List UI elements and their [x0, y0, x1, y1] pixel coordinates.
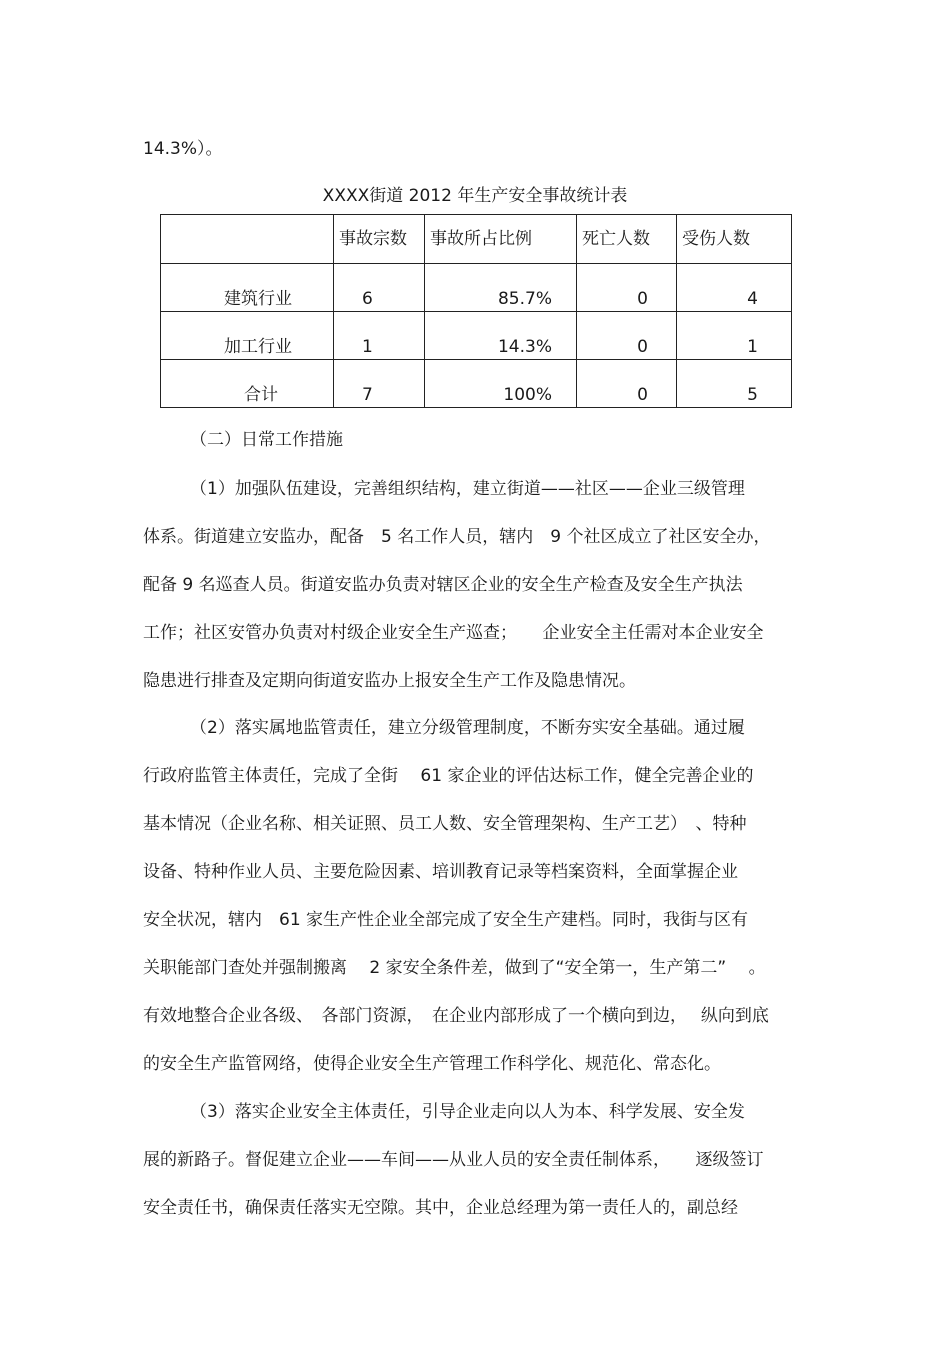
table-header-row: [161, 215, 792, 264]
paragraph-line: 的安全生产监管网络，使得企业安全生产管理工作科学化、规范化、常态化。: [143, 1054, 721, 1074]
cell-deaths: 0: [577, 264, 677, 312]
cell-injuries: 4: [677, 264, 792, 312]
paragraph-line: 关职能部门查处并强制搬离 2 家安全条件差，做到了“安全第一，生产第二” 。: [143, 958, 766, 978]
cell-count: 6: [334, 264, 425, 312]
cell-injuries: 5: [677, 360, 792, 408]
header-cell-deaths: 死亡人数: [577, 215, 677, 264]
header-cell-empty: [161, 215, 334, 264]
cell-count: 1: [334, 312, 425, 360]
header-cell-count: 事故宗数: [334, 215, 425, 264]
paragraph-line: （1）加强队伍建设，完善组织结构，建立街道——社区——企业三级管理: [190, 479, 745, 499]
table-caption: XXXX街道 2012 年生产安全事故统计表: [322, 186, 628, 206]
paragraph-line: 设备、特种作业人员、主要危险因素、培训教育记录等档案资料，全面掌握企业: [143, 862, 738, 882]
cell-deaths: 0: [577, 312, 677, 360]
paragraph-line: 工作；社区安管办负责对村级企业安全生产巡查； 企业安全主任需对本企业安全: [143, 623, 764, 643]
paragraph-line: 安全状况，辖内 61 家生产性企业全部完成了安全生产建档。同时，我街与区有: [143, 910, 749, 930]
cell-ratio: 85.7%: [425, 264, 577, 312]
header-cell-injuries: 受伤人数: [677, 215, 792, 264]
cell-ratio: 100%: [425, 360, 577, 408]
paragraph-line: 隐患进行排查及定期向街道安监办上报安全生产工作及隐患情况。: [143, 671, 636, 691]
paragraph-line: 安全责任书，确保责任落实无空隙。其中，企业总经理为第一责任人的，副总经: [143, 1198, 738, 1218]
paragraph-line: （2）落实属地监管责任，建立分级管理制度，不断夯实安全基础。通过履: [190, 718, 745, 738]
paragraph-line: 基本情况（企业名称、相关证照、员工人数、安全管理架构、生产工艺） 、特种: [143, 814, 747, 834]
paragraph-line: 配备 9 名巡查人员。街道安监办负责对辖区企业的安全生产检查及安全生产执法: [143, 575, 743, 595]
table-row: [161, 312, 792, 360]
table-row: [161, 264, 792, 312]
row-label: 合计: [161, 360, 334, 408]
top-fragment: 14.3%）。: [143, 139, 223, 159]
cell-injuries: 1: [677, 312, 792, 360]
paragraph-line: 有效地整合企业各级、 各部门资源， 在企业内部形成了一个横向到边， 纵向到底: [143, 1006, 769, 1026]
paragraph-line: 展的新路子。督促建立企业——车间——从业人员的安全责任制体系， 逐级签订: [143, 1150, 764, 1170]
section-heading: （二）日常工作措施: [190, 430, 343, 450]
accident-statistics-table: [160, 214, 792, 408]
paragraph-line: 体系。街道建立安监办，配备 5 名工作人员，辖内 9 个社区成立了社区安全办，: [143, 527, 771, 547]
paragraph-line: （3）落实企业安全主体责任，引导企业走向以人为本、科学发展、安全发: [190, 1102, 745, 1122]
row-label: 加工行业: [161, 312, 334, 360]
row-label: 建筑行业: [161, 264, 334, 312]
cell-count: 7: [334, 360, 425, 408]
header-cell-ratio: 事故所占比例: [425, 215, 577, 264]
table-row: [161, 360, 792, 408]
paragraph-line: 行政府监管主体责任，完成了全街 61 家企业的评估达标工作，健全完善企业的: [143, 766, 754, 786]
cell-deaths: 0: [577, 360, 677, 408]
cell-ratio: 14.3%: [425, 312, 577, 360]
